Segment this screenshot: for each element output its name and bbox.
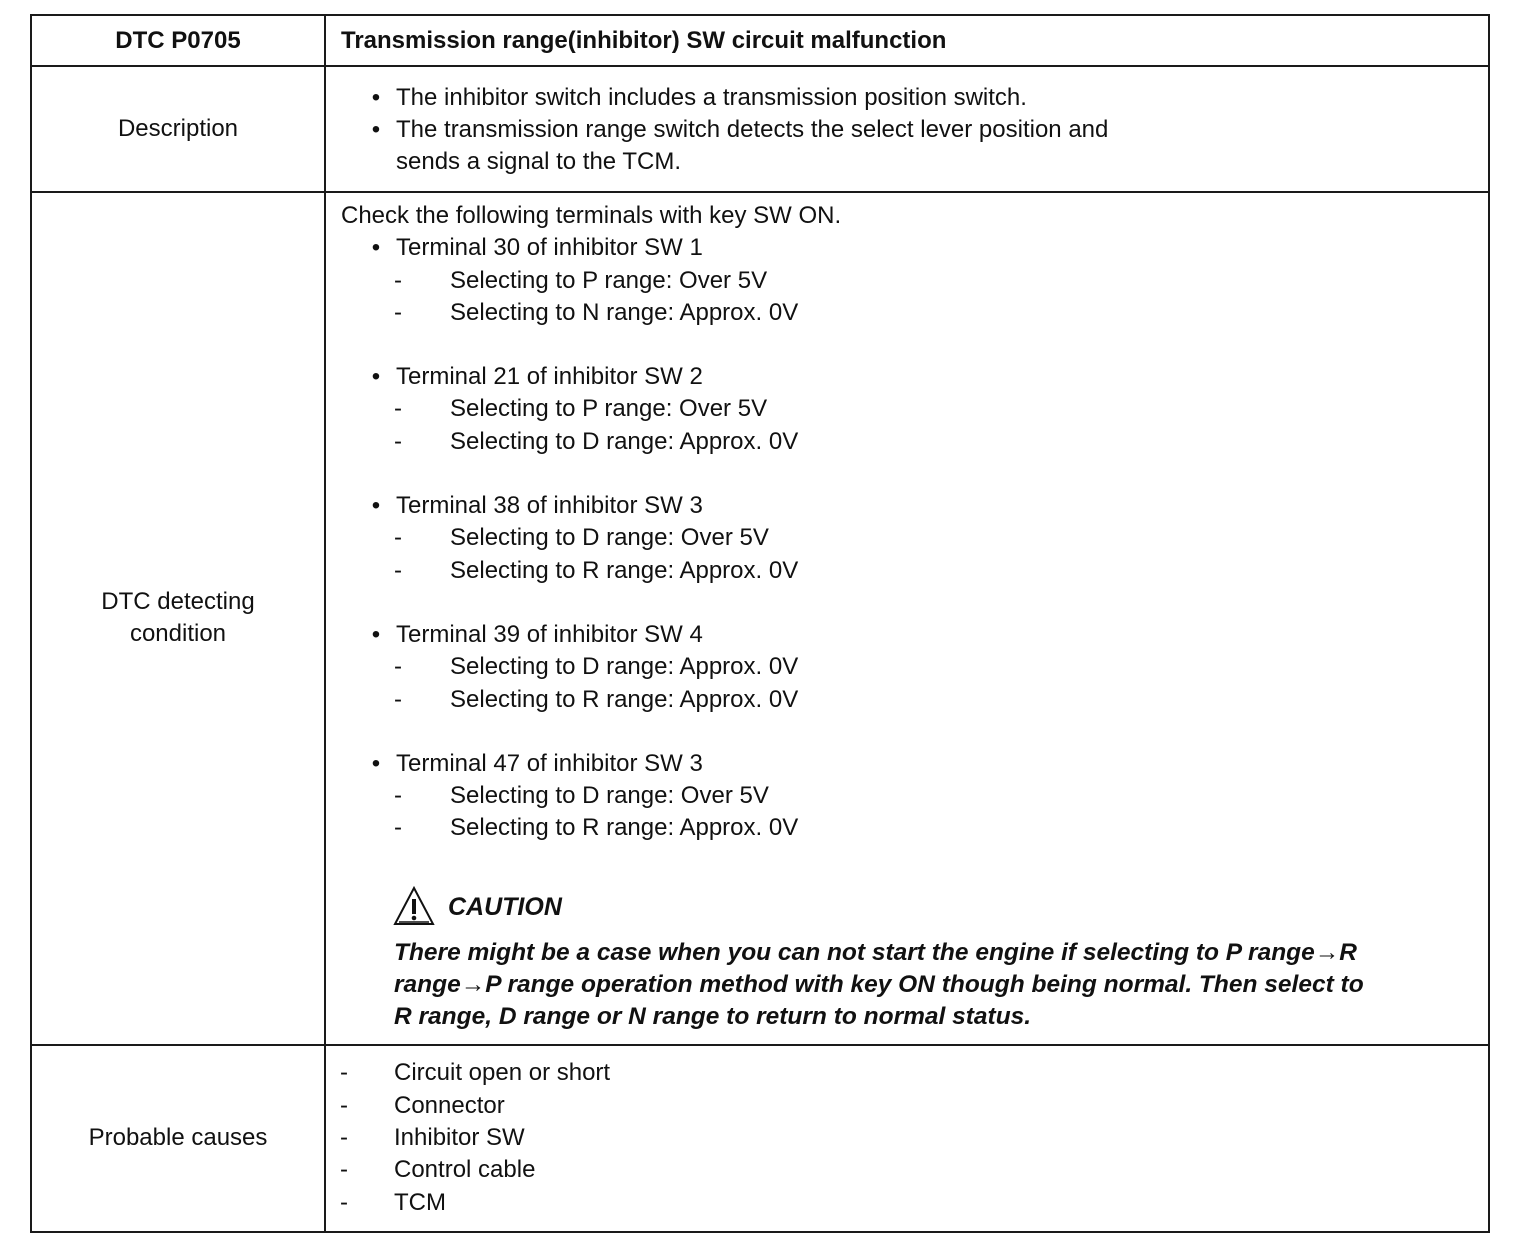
terminal-check-text: Selecting to R range: Approx. 0V: [450, 556, 799, 584]
terminal-check-text: Selecting to D range: Approx. 0V: [450, 653, 799, 681]
dash-marker: -: [394, 782, 402, 810]
terminal-check: [326, 426, 1488, 458]
terminal-title-text: Terminal 47 of inhibitor SW 3: [396, 749, 703, 777]
description-item: [326, 114, 1488, 146]
terminal-check-text: Selecting to D range: Over 5V: [450, 782, 769, 810]
terminal-title-text: Terminal 38 of inhibitor SW 3: [396, 492, 703, 520]
caution-line: There might be a case when you can not start the engine if selecting to P range→R: [394, 938, 1357, 966]
cause-item: [326, 1187, 1488, 1219]
dash-marker: -: [394, 653, 402, 681]
label-line: condition: [129, 620, 227, 648]
dash-marker: -: [394, 685, 402, 713]
terminal-check-text: Selecting to R range: Approx. 0V: [450, 814, 799, 842]
bullet-icon: •: [371, 83, 381, 111]
dash-marker: -: [340, 1188, 348, 1216]
terminal-group: [326, 619, 1488, 716]
terminal-title: [326, 619, 1488, 651]
detecting-condition-row: [31, 192, 1489, 1045]
condition-intro: Check the following terminals with key SW ON.: [341, 202, 842, 229]
dash-marker: -: [394, 298, 402, 326]
cause-text: Circuit open or short: [394, 1059, 611, 1087]
terminal-title-text: Terminal 21 of inhibitor SW 2: [396, 363, 703, 391]
probable-causes-row: [31, 1045, 1489, 1232]
cause-item: [326, 1057, 1488, 1089]
dtc-table: [30, 14, 1490, 1233]
dash-marker: -: [394, 395, 402, 423]
dash-marker: -: [394, 556, 402, 584]
bullet-icon: •: [371, 115, 381, 143]
detecting-condition-label: [31, 192, 325, 1045]
dash-marker: -: [394, 814, 402, 842]
caution-text: [326, 937, 1488, 1034]
terminal-check: [326, 812, 1488, 844]
bullet-icon: •: [371, 749, 381, 777]
terminal-title: [326, 361, 1488, 393]
cause-text: Inhibitor SW: [394, 1123, 525, 1151]
terminal-check: [326, 780, 1488, 812]
terminal-title: [326, 748, 1488, 780]
dash-marker: -: [394, 266, 402, 294]
terminal-check-text: Selecting to D range: Over 5V: [450, 524, 769, 552]
header-row: [31, 15, 1489, 66]
dash-marker: -: [340, 1156, 348, 1184]
bullet-icon: •: [371, 234, 381, 262]
caution-header: [326, 885, 1488, 929]
description-row: [31, 66, 1489, 192]
terminal-check-text: Selecting to N range: Approx. 0V: [450, 298, 799, 326]
probable-causes-label: Probable causes: [31, 1045, 325, 1232]
terminal-group: [326, 490, 1488, 587]
caution-line: R range, D range or N range to return to normal status.: [394, 1003, 1032, 1031]
dash-marker: -: [394, 427, 402, 455]
caution-title: CAUTION: [448, 892, 562, 921]
terminal-check: [326, 265, 1488, 297]
bullet-icon: •: [371, 363, 381, 391]
terminal-check: [326, 297, 1488, 329]
terminal-check: [326, 684, 1488, 716]
terminal-check-text: Selecting to R range: Approx. 0V: [450, 685, 799, 713]
terminal-title-text: Terminal 39 of inhibitor SW 4: [396, 620, 703, 648]
terminal-group: [326, 748, 1488, 845]
cause-text: Connector: [394, 1091, 505, 1119]
description-item-continuation: [326, 146, 1488, 178]
dash-marker: -: [340, 1123, 348, 1151]
terminal-title: [326, 232, 1488, 264]
detecting-condition-content: [325, 192, 1489, 1045]
terminal-check-text: Selecting to D range: Approx. 0V: [450, 427, 799, 455]
dtc-title: Transmission range(inhibitor) SW circuit malfunction: [325, 15, 1489, 66]
description-item: [326, 82, 1488, 114]
bullet-icon: •: [371, 492, 381, 520]
warning-triangle-icon: [392, 885, 436, 929]
description-text: sends a signal to the TCM.: [396, 148, 682, 176]
terminal-check-text: Selecting to P range: Over 5V: [450, 266, 768, 294]
label-line: DTC detecting: [101, 588, 255, 616]
terminal-check: [326, 522, 1488, 554]
description-text: The inhibitor switch includes a transmission position switch.: [396, 83, 1027, 111]
cause-item: [326, 1122, 1488, 1154]
terminal-check: [326, 651, 1488, 683]
description-content: [325, 66, 1489, 192]
cause-item: [326, 1154, 1488, 1186]
terminal-group: [326, 361, 1488, 458]
terminal-check-text: Selecting to P range: Over 5V: [450, 395, 768, 423]
cause-text: Control cable: [394, 1156, 536, 1184]
dash-marker: -: [394, 524, 402, 552]
bullet-icon: •: [371, 620, 381, 648]
terminal-check: [326, 555, 1488, 587]
terminal-group: [326, 232, 1488, 329]
cause-item: [326, 1090, 1488, 1122]
dash-marker: -: [340, 1091, 348, 1119]
dtc-code: DTC P0705: [31, 15, 325, 66]
terminal-check: [326, 393, 1488, 425]
terminal-title-text: Terminal 30 of inhibitor SW 1: [396, 234, 703, 262]
description-text: The transmission range switch detects the select lever position and: [396, 115, 1109, 143]
terminal-title: [326, 490, 1488, 522]
caution-line: range→P range operation method with key ON though being normal. Then select to: [394, 971, 1364, 999]
dash-marker: -: [340, 1059, 348, 1087]
cause-text: TCM: [394, 1188, 446, 1216]
description-label: Description: [31, 66, 325, 192]
probable-causes-content: [325, 1045, 1489, 1232]
